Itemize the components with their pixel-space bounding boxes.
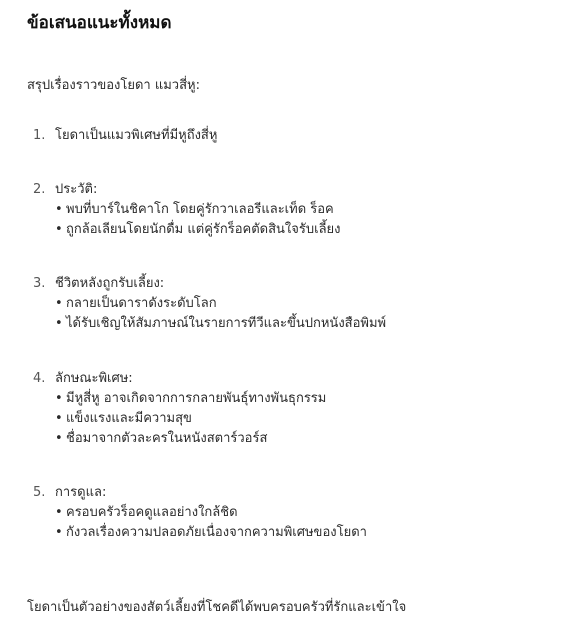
list-item [55,200,341,220]
bullet-icon: • [55,296,63,311]
section-1 [33,126,217,146]
list-item-text: ชื่อมาจากตัวละครในหนังสตาร์วอร์ส [66,431,268,446]
closing-text: โยดาเป็นตัวอย่างของสัตว์เลี้ยงที่โชคดีได้พบครอบครัวที่รักและเข้าใจ [27,600,407,615]
section-heading-text: ลักษณะพิเศษ: [55,371,133,386]
list-item [55,503,367,523]
section-heading [33,126,217,146]
list-item [55,314,386,334]
section-heading-text: โยดาเป็นแมวพิเศษที่มีหูถึงสี่หู [55,128,218,143]
list-item [55,429,326,449]
section-heading [33,483,367,503]
section-heading-text: ชีวิตหลังถูกรับเลี้ยง: [55,276,165,291]
bullet-icon: • [55,222,63,237]
bullet-icon: • [55,391,63,406]
bullet-icon: • [55,431,63,446]
bullet-icon: • [55,525,63,540]
section-5 [33,483,367,543]
section-number: 2. [33,182,46,197]
list-item-text: ถูกล้อเลียนโดยนักดื่ม แต่คู่รักร็อคตัดสินใจรับเลี้ยง [66,222,341,237]
section-heading [33,274,386,294]
section-heading-text: การดูแล: [55,485,107,500]
bullet-list [33,389,326,449]
page-title: ข้อเสนอแนะทั้งหมด [27,13,172,33]
bullet-icon: • [55,411,63,426]
section-number: 1. [33,128,46,143]
list-item-text: พบที่บาร์ในชิคาโก โดยคู่รักวาเลอรีและเท็ด ร็อค [66,202,334,217]
list-item [55,389,326,409]
list-item [55,294,386,314]
section-heading [33,180,341,200]
list-item-text: ครอบครัวร็อคดูแลอย่างใกล้ชิด [66,505,238,520]
list-item-text: กังวลเรื่องความปลอดภัยเนื่องจากความพิเศษของโยดา [66,525,367,540]
section-number: 4. [33,371,46,386]
bullet-icon: • [55,202,63,217]
bullet-list [33,503,367,543]
section-heading-text: ประวัติ: [55,182,98,197]
list-item [55,409,326,429]
intro-text: สรุปเรื่องราวของโยดา แมวสี่หู: [27,78,200,93]
section-heading [33,369,326,389]
section-2 [33,180,341,240]
list-item-text: ได้รับเชิญให้สัมภาษณ์ในรายการทีวีและขึ้นปกหนังสือพิมพ์ [66,316,387,331]
section-4 [33,369,326,449]
list-item [55,523,367,543]
section-3 [33,274,386,334]
section-number: 5. [33,485,46,500]
bullet-list [33,294,386,334]
list-item-text: แข็งแรงและมีความสุข [66,411,192,426]
list-item [55,220,341,240]
bullet-icon: • [55,316,63,331]
section-number: 3. [33,276,46,291]
list-item-text: มีหูสี่หู อาจเกิดจากการกลายพันธุ์ทางพันธุกรรม [66,391,327,406]
bullet-list [33,200,341,240]
bullet-icon: • [55,505,63,520]
list-item-text: กลายเป็นดาราดังระดับโลก [66,296,217,311]
